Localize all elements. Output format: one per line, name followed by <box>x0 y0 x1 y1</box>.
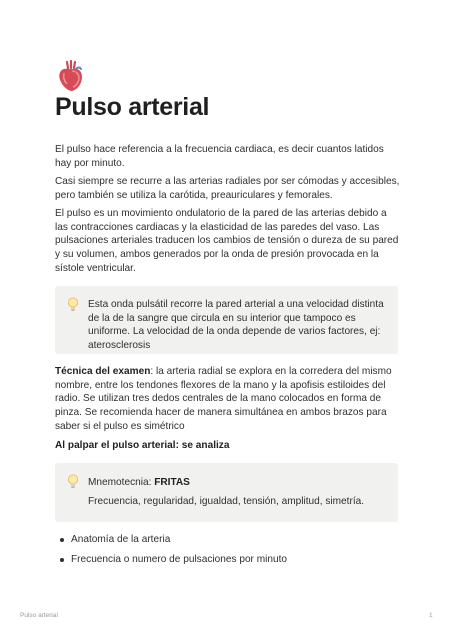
paragraph-definition: El pulso es un movimiento ondulatorio de la pared de las arterias debido a las contracciones cardiacas y la elasticidad de las paredes del vaso. Las pulsaciones arteriales traducen los cambios de tensión o dureza de su pared y su volumen, ambos generados por la onda de presión provocada en la sístole ventricular. <box>55 208 399 274</box>
paragraph-arteries: Casi siempre se recurre a las arterias radiales por ser cómodas y accesibles, pero también se utiliza la carótida, preauriculares y femorales. <box>55 176 400 201</box>
mnemonic-line <box>88 476 386 490</box>
exam-label: Técnica del examen <box>55 366 151 377</box>
mnemonic-prefix: Mnemotecnia: <box>88 477 155 488</box>
callout-mnemonic <box>55 463 398 522</box>
page-title: Pulso arterial <box>55 93 210 121</box>
callout-wave <box>55 286 398 354</box>
analysis-list <box>55 533 400 573</box>
paragraph-intro: El pulso hace referencia a la frecuencia cardiaca, es decir cuantos latidos hay por minuto. <box>55 144 384 169</box>
exam-text: : la arteria radial se explora en la corredera del mismo nombre, entre los tendones flexores de la mano y la apofisis estiloides del radio. Se utilizan tres dedos centrales de la mano colocados en forma de pinza. Se recomienda hacer de manera simultánea en ambos brazos para saber si el pulso es simétrico <box>55 366 392 432</box>
callout-wave-text: Esta onda pulsátil recorre la pared arterial a una velocidad distinta de la de la sangre que circula en su interior que tampoco es uniforme. La velocidad de la onda depende de varios factores, ej: aterosclerosis <box>88 299 384 352</box>
anatomical-heart-icon <box>58 60 84 92</box>
footer-title: Pulso arterial <box>20 612 58 619</box>
lightbulb-icon <box>67 474 79 490</box>
list-item: Anatomía de la arteria <box>55 533 400 553</box>
mnemonic-word: FRITAS <box>154 477 190 488</box>
list-item: Frecuencia o numero de pulsaciones por minuto <box>55 553 400 573</box>
footer-page-number: 1 <box>429 612 433 619</box>
analysis-heading: Al palpar el pulso arterial: se analiza <box>55 440 230 451</box>
paragraph-exam <box>55 365 400 434</box>
mnemonic-expansion: Frecuencia, regularidad, igualdad, tensión, amplitud, simetría. <box>88 496 365 507</box>
lightbulb-icon <box>67 297 79 313</box>
